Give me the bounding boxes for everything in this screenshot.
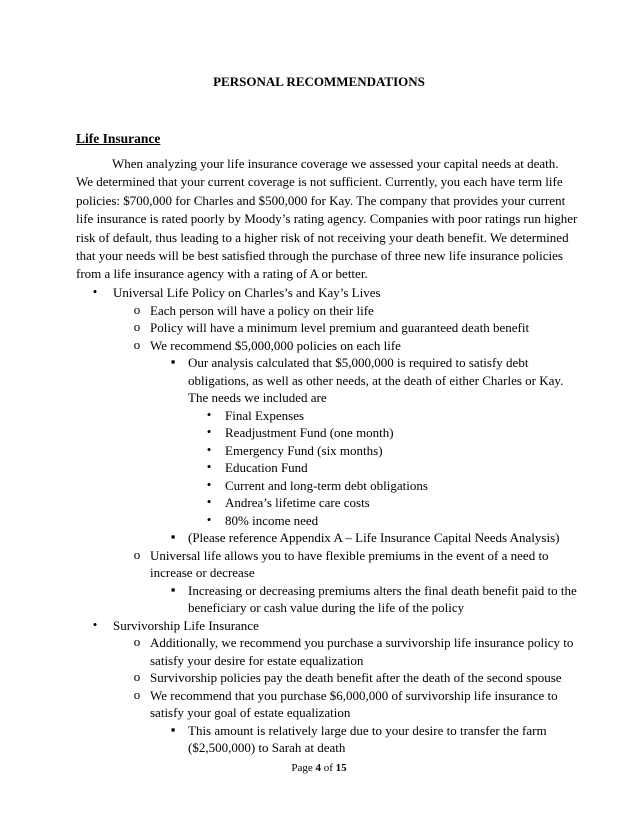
section-heading-life-insurance: Life Insurance (76, 131, 161, 146)
paragraph-line: When analyzing your life insurance coverage we assessed your capital needs at death. (112, 156, 559, 171)
paragraph-line: risk of default, thus leading to a higher risk of not receiving your death benefit. We determined (76, 229, 569, 245)
intro-paragraph (76, 155, 578, 284)
list-item: We recommend $5,000,000 policies on each life (150, 337, 401, 353)
list-item-continuation: satisfy your desire for estate equalization (150, 652, 364, 668)
paragraph-line: that your needs will be best satisfied through the purchase of three new life insurance policies (76, 247, 563, 263)
list-item-continuation: satisfy your goal of estate equalization (150, 705, 351, 720)
paragraph-line: We determined that your current coverage is not sufficient. Currently, you each have term life (76, 174, 563, 190)
circle-marker: o (133, 301, 141, 317)
bullet-marker: • (206, 424, 212, 439)
list-item: Policy will have a minimum level premium and guaranteed death benefit (150, 320, 530, 335)
square-marker: ▪ (170, 354, 176, 369)
footer-current-page: 4 (315, 762, 321, 774)
list-item-survivorship: Survivorship Life Insurance (113, 617, 259, 633)
list-item: Universal life allows you to have flexible premiums in the event of a need to (150, 547, 549, 563)
list-item: We recommend that you purchase $6,000,000 of survivorship life insurance to (150, 687, 558, 703)
list-item-continuation: The needs we included are (188, 390, 327, 405)
circle-marker: o (133, 319, 141, 334)
need-item: Andrea’s lifetime care costs (225, 495, 370, 510)
list-item-continuation: increase or decrease (150, 565, 255, 580)
circle-marker: o (133, 686, 141, 702)
bullet-marker: • (206, 406, 212, 422)
list-item: Increasing or decreasing premiums alters the final death benefit paid to the (188, 582, 577, 598)
list-item-universal-life: Universal Life Policy on Charles’s and Kay’s Lives (113, 285, 381, 300)
footer-total-pages: 15 (335, 762, 347, 774)
list-item: Additionally, we recommend you purchase a survivorship life insurance policy to (150, 635, 574, 650)
list-item: Survivorship policies pay the death benefit after the death of the second spouse (150, 670, 562, 685)
list-item-continuation: ($2,500,000) to Sarah at death (188, 740, 346, 755)
list-item-continuation: beneficiary or cash value during the life of the policy (188, 600, 465, 615)
need-item: 80% income need (225, 512, 319, 528)
square-marker: ▪ (170, 581, 176, 597)
bullet-marker: • (206, 441, 212, 457)
circle-marker: o (133, 669, 141, 684)
need-item: Current and long-term debt obligations (225, 477, 428, 493)
need-item: Emergency Fund (six months) (225, 442, 383, 458)
bullet-marker: • (206, 494, 212, 509)
bullet-marker: • (206, 476, 212, 492)
square-marker: ▪ (170, 721, 176, 737)
paragraph-line: from a life insurance agency with a rating of A or better. (76, 266, 368, 282)
page-title: PERSONAL RECOMMENDATIONS (213, 74, 425, 89)
bullet-marker: • (206, 511, 212, 527)
need-item: Final Expenses (225, 407, 305, 423)
square-marker: ▪ (170, 529, 176, 544)
need-item: Readjustment Fund (one month) (225, 425, 394, 440)
paragraph-line: life insurance is rated poorly by Moody’s rating agency. Companies with poor ratings run higher (76, 211, 578, 227)
need-item: Education Fund (225, 460, 308, 475)
circle-marker: o (133, 634, 141, 649)
bullet-marker: • (206, 459, 212, 474)
list-item-continuation: obligations, as well as other needs, at the death of either Charles or Kay. (188, 372, 564, 388)
bullet-marker: • (92, 284, 98, 299)
bullet-marker: • (92, 616, 98, 632)
footer-page-label: Page (291, 762, 313, 774)
paragraph-line: policies: $700,000 for Charles and $500,000 for Kay. The company that provides your current (76, 192, 566, 208)
list-item: This amount is relatively large due to your desire to transfer the farm (188, 722, 547, 738)
page-footer (0, 762, 638, 774)
footer-of-label: of (323, 762, 333, 774)
list-item-appendix-reference: (Please reference Appendix A – Life Insurance Capital Needs Analysis) (188, 530, 560, 545)
list-item: Our analysis calculated that $5,000,000 is required to satisfy debt (188, 355, 529, 370)
circle-marker: o (133, 336, 141, 352)
circle-marker: o (133, 546, 141, 562)
list-item: Each person will have a policy on their life (150, 302, 374, 318)
